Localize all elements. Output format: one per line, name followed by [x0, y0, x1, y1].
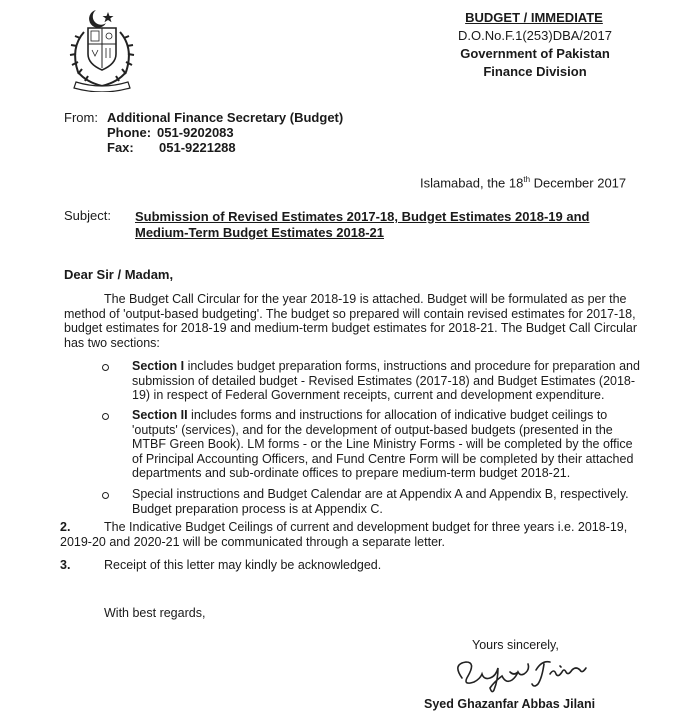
- organization-name: Government of Pakistan: [460, 46, 610, 61]
- sender-title: Additional Finance Secretary (Budget): [107, 110, 344, 125]
- phone-number: 051-9202083: [157, 125, 234, 140]
- appendix-line: Budget preparation process is at Appendix C.: [132, 501, 383, 516]
- section-1-title: Section I: [132, 359, 185, 373]
- paragraph-1-line: budget estimates for 2018-19 and medium-term budget estimates for 2018-21. The Budget Call Circular: [64, 321, 637, 335]
- section-2-line: of Principal Accounting Officers, and Fund Centre Form will be completed by their attached: [132, 451, 634, 466]
- paragraph-1-line: method of 'output-based budgeting'. The budget so prepared will contain revised estimates for 2017-18,: [64, 306, 636, 321]
- section-2-line: MTBF Green Book). LM forms - or the Line Ministry Forms - will be completed by the office: [132, 437, 633, 451]
- handwritten-signature: [448, 656, 598, 696]
- subject-line-1: Submission of Revised Estimates 2017-18, Budget Estimates 2018-19 and: [135, 209, 590, 224]
- bullet-icon: [102, 364, 109, 371]
- closing-regards: With best regards,: [104, 606, 206, 620]
- letter-date: Islamabad, the 18th December 2017: [420, 175, 627, 191]
- fax-label: Fax:: [107, 140, 134, 155]
- section-1-line: includes budget preparation forms, instructions and procedure for preparation and: [184, 359, 640, 373]
- bullet-icon: [102, 492, 109, 499]
- state-emblem: [62, 6, 142, 92]
- paragraph-1-line: has two sections:: [64, 335, 160, 350]
- bullet-icon: [102, 413, 109, 420]
- division-name: Finance Division: [483, 64, 587, 79]
- priority-marking: BUDGET / IMMEDIATE: [465, 10, 603, 25]
- section-1-item: [132, 359, 640, 403]
- paragraph-1-line: The Budget Call Circular for the year 2018-19 is attached. Budget will be formulated as per the: [104, 292, 627, 306]
- reference-number: D.O.No.F.1(253)DBA/2017: [458, 28, 612, 43]
- from-label: From:: [64, 110, 98, 125]
- section-1-line: submission of detailed budget - Revised Estimates (2017-18) and Budget Estimates (2018-: [132, 373, 636, 388]
- paragraph-2: [60, 520, 635, 550]
- subject-line-2: Medium-Term Budget Estimates 2018-21: [135, 225, 384, 240]
- paragraph-3-number: 3.: [60, 558, 71, 572]
- section-1-line: 19) in respect of Federal Government receipts, current and development expenditure.: [132, 388, 605, 402]
- section-2-line: includes forms and instructions for allocation of indicative budget ceilings to: [187, 408, 608, 422]
- salutation: Dear Sir / Madam,: [64, 267, 174, 282]
- paragraph-2-number: 2.: [60, 520, 71, 534]
- phone-label: Phone:: [107, 125, 152, 140]
- paragraph-1: [64, 292, 637, 350]
- fax-number: 051-9221288: [159, 140, 236, 155]
- section-2-title: Section II: [132, 408, 188, 422]
- appendix-item: [132, 487, 632, 516]
- paragraph-3: Receipt of this letter may kindly be acknowledged.: [104, 558, 382, 572]
- section-2-item: [132, 408, 632, 481]
- signatory-name: Syed Ghazanfar Abbas Jilani: [424, 697, 596, 711]
- subject-label: Subject:: [64, 208, 111, 223]
- appendix-line: Special instructions and Budget Calendar are at Appendix A and Appendix B, respectively.: [132, 487, 629, 501]
- closing-sincerely: Yours sincerely,: [472, 638, 559, 652]
- paragraph-2-line: The Indicative Budget Ceilings of current and development budget for three years i.e. 2018-19,: [104, 520, 628, 534]
- paragraph-2-line: 2019-20 and 2020-21 will be communicated through a separate letter.: [60, 535, 445, 549]
- section-2-line: departments and sub-ordinate offices to prepare medium-term budget 2018-21.: [132, 466, 571, 480]
- section-2-line: 'outputs' (services), and for the development of output-based budgets (presented in the: [132, 422, 613, 437]
